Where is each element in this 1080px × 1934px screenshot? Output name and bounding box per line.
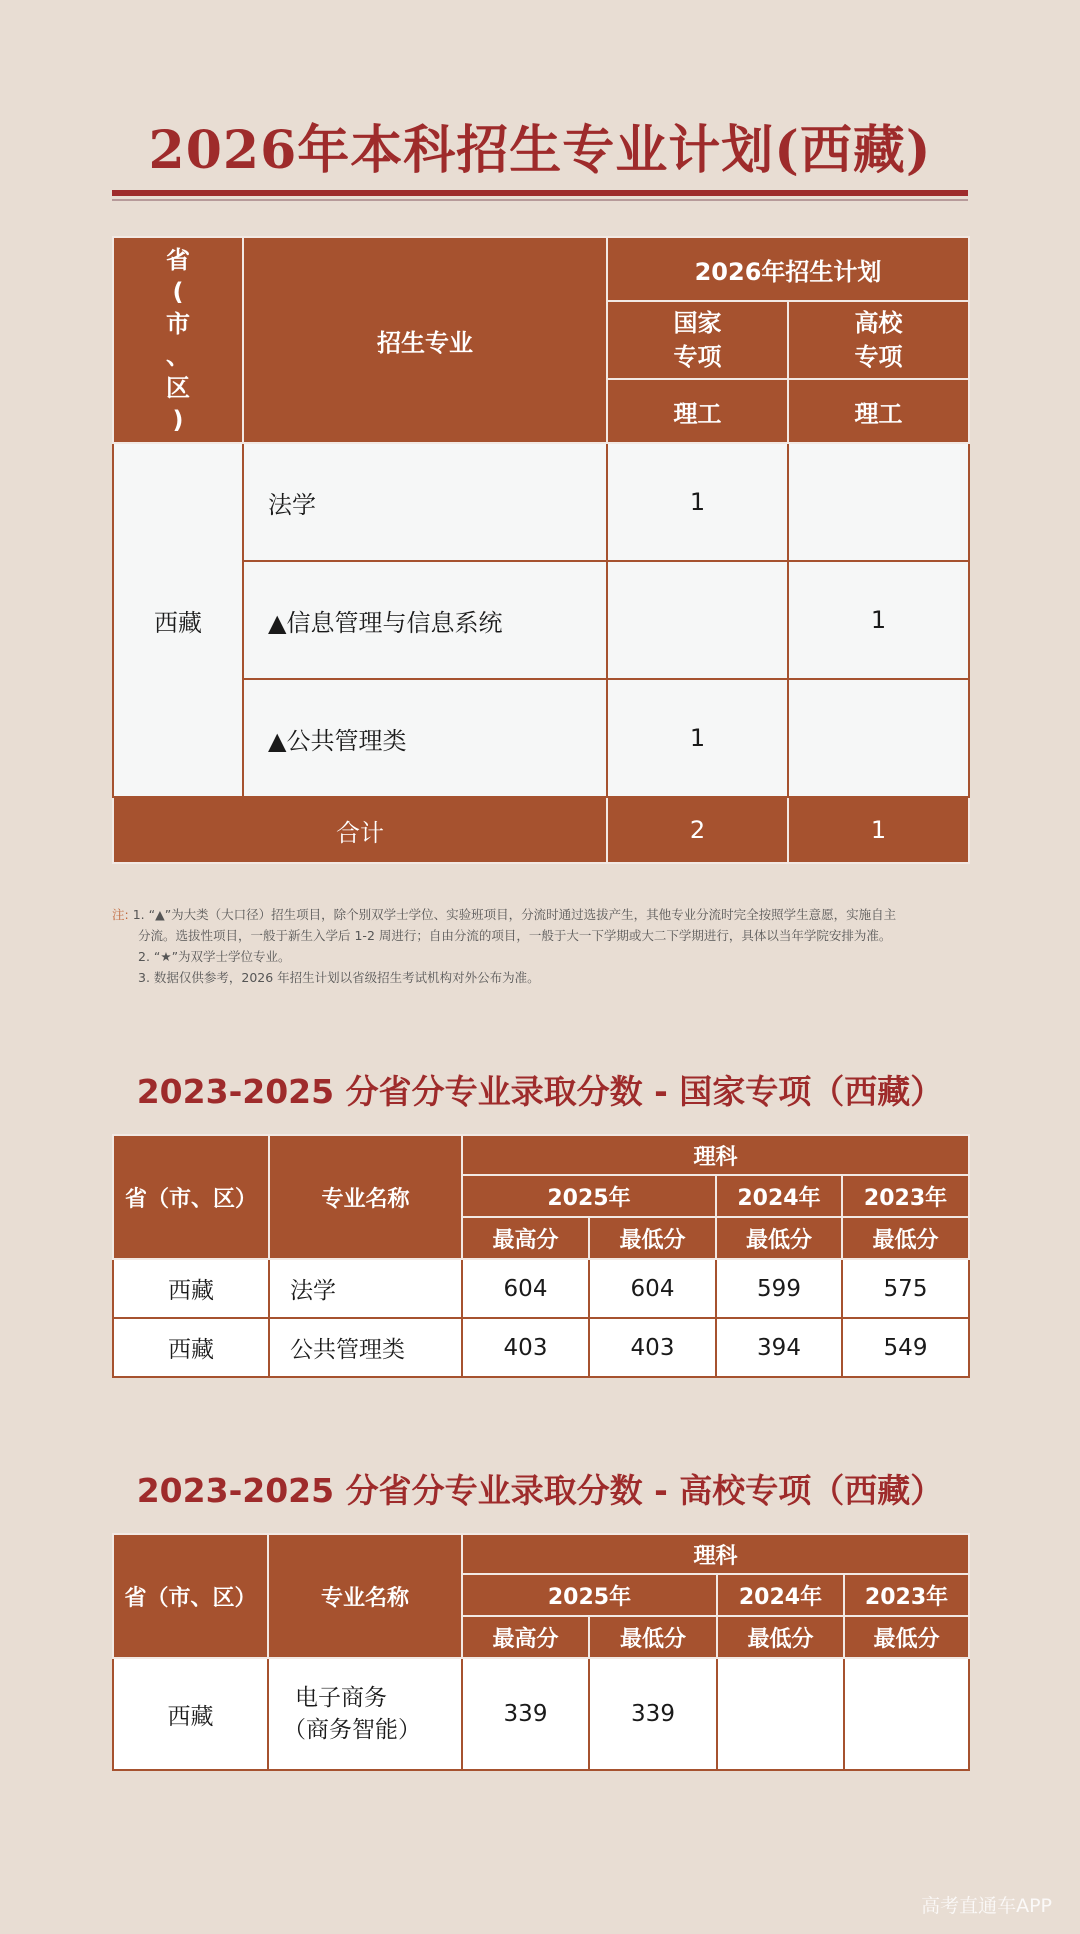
major-cell: ▲公共管理类: [243, 679, 607, 797]
major-cell: 法学: [269, 1259, 462, 1318]
score-cell: [717, 1658, 844, 1770]
total-university: 1: [788, 797, 969, 863]
province-cell: 西藏: [113, 1658, 268, 1770]
province-cell: 西藏: [113, 1259, 269, 1318]
header-2024: 2024年: [716, 1175, 842, 1217]
header-science: 理科: [462, 1534, 969, 1574]
note-1-continued: 分流。选拔性项目，一般于新生入学后 1-2 周进行；自由分流的项目，一般于大一下学期或大二下学期进行，具体以当年学院安排为准。: [138, 928, 892, 943]
header-science: 理科: [462, 1135, 969, 1175]
header-min-score: 最低分: [589, 1217, 716, 1259]
header-province: 省（市、区）: [113, 1534, 268, 1658]
score-cell: 339: [462, 1658, 589, 1770]
header-min-score: 最低分: [716, 1217, 842, 1259]
score-cell: 549: [842, 1318, 969, 1377]
university-scores-heading: 2023-2025 分省分专业录取分数 - 高校专项（西藏）: [136, 1471, 944, 1510]
header-major: 招生专业: [243, 237, 607, 443]
header-2023: 2023年: [844, 1574, 969, 1616]
national-scores-table: [112, 1134, 970, 1378]
header-plan-2026: 2026年招生计划: [607, 237, 969, 301]
major-cell: 电子商务 （商务智能）: [268, 1658, 462, 1770]
score-cell: 403: [589, 1318, 716, 1377]
score-cell: 604: [589, 1259, 716, 1318]
header-national-special: 国家 专项: [607, 301, 788, 379]
national-count: [607, 561, 788, 679]
header-2025: 2025年: [462, 1175, 716, 1217]
header-2025: 2025年: [462, 1574, 717, 1616]
university-count: 1: [788, 561, 969, 679]
major-cell: ▲信息管理与信息系统: [243, 561, 607, 679]
header-province: 省（市、区）: [113, 1135, 269, 1259]
header-science-university: 理工: [788, 379, 969, 443]
header-science-national: 理工: [607, 379, 788, 443]
score-cell: [844, 1658, 969, 1770]
province-cell: 西藏: [113, 443, 243, 797]
header-min-score: 最低分: [844, 1616, 969, 1658]
note-2: 2. “★”为双学士学位专业。: [138, 949, 291, 964]
note-3: 3. 数据仅供参考，2026 年招生计划以省级招生考试机构对外公布为准。: [138, 970, 540, 985]
page-title: 2026年本科招生专业计划(西藏): [148, 120, 932, 181]
footnotes: [112, 904, 972, 988]
header-major: 专业名称: [268, 1534, 462, 1658]
header-min-score: 最低分: [842, 1217, 969, 1259]
province-cell: 西藏: [113, 1318, 269, 1377]
score-cell: 575: [842, 1259, 969, 1318]
total-label: 合计: [113, 797, 607, 863]
title-divider-thin: [112, 199, 968, 201]
university-scores-table: [112, 1533, 970, 1771]
header-2023: 2023年: [842, 1175, 969, 1217]
watermark: 高考直通车APP: [921, 1895, 1052, 1917]
major-cell: 法学: [243, 443, 607, 561]
total-national: 2: [607, 797, 788, 863]
header-university-special: 高校 专项: [788, 301, 969, 379]
header-major: 专业名称: [269, 1135, 462, 1259]
header-min-score: 最低分: [717, 1616, 844, 1658]
score-cell: 403: [462, 1318, 589, 1377]
score-cell: 604: [462, 1259, 589, 1318]
national-count: 1: [607, 443, 788, 561]
score-cell: 339: [589, 1658, 717, 1770]
university-count: [788, 679, 969, 797]
header-max-score: 最高分: [462, 1616, 589, 1658]
score-cell: 394: [716, 1318, 842, 1377]
enrollment-plan-table: [112, 236, 970, 864]
header-min-score: 最低分: [589, 1616, 717, 1658]
note-1: 1. “▲”为大类（大口径）招生项目，除个别双学士学位、实验班项目，分流时通过选拔产生，其他专业分流时完全按照学生意愿，实施自主: [132, 907, 897, 922]
university-count: [788, 443, 969, 561]
national-scores-heading: 2023-2025 分省分专业录取分数 - 国家专项（西藏）: [136, 1072, 944, 1111]
score-cell: 599: [716, 1259, 842, 1318]
header-max-score: 最高分: [462, 1217, 589, 1259]
notes-label: 注:: [112, 907, 129, 922]
header-2024: 2024年: [717, 1574, 844, 1616]
title-divider: [112, 190, 968, 196]
major-cell: 公共管理类: [269, 1318, 462, 1377]
national-count: 1: [607, 679, 788, 797]
header-province: 省 ( 市 、 区 ): [113, 237, 243, 443]
